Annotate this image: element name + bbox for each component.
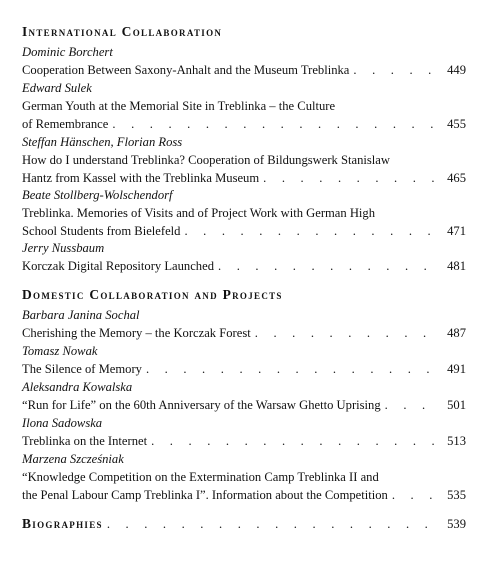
page-number: 535: [447, 488, 466, 502]
entry-title: of Remembrance: [22, 117, 109, 131]
section-heading-biographies: Biographies: [22, 516, 103, 531]
entry-title-line: Treblinka. Memories of Visits and of Project Work with German High: [22, 206, 376, 220]
entry-title: Korczak Digital Repository Launched: [22, 259, 214, 273]
entry-title: the Penal Labour Camp Treblinka I”. Information about the Competition: [22, 488, 388, 502]
entry-author: Barbara Janina Sochal: [22, 308, 140, 322]
page-number: 501: [447, 398, 466, 412]
entry-author: Tomasz Nowak: [22, 344, 98, 358]
dot-leader: [147, 432, 440, 450]
section-heading-domestic: Domestic Collaboration and Projects: [22, 287, 283, 302]
dot-leader: [214, 257, 440, 275]
entry-author: Jerry Nussbaum: [22, 241, 105, 255]
page-number: 471: [447, 224, 466, 238]
page-number: 465: [447, 171, 466, 185]
dot-leader: [142, 360, 440, 378]
dot-leader: [180, 222, 440, 240]
entry-title-line: “Knowledge Competition on the Extermination Camp Treblinka II and: [22, 470, 379, 484]
toc-entry[interactable]: [22, 151, 466, 187]
toc-entry[interactable]: [22, 396, 466, 414]
toc-entry[interactable]: [22, 432, 466, 450]
toc-entry[interactable]: [22, 204, 466, 240]
dot-leader: [259, 169, 440, 187]
entry-title-line: German Youth at the Memorial Site in Treblinka – the Culture: [22, 99, 336, 113]
entry-author: Ilona Sadowska: [22, 416, 103, 430]
entry-author: Edward Sulek: [22, 81, 92, 95]
entry-author: Beate Stollberg-Wolschendorf: [22, 188, 173, 202]
dot-leader: [103, 517, 440, 532]
section-heading-international: International Collaboration: [22, 24, 223, 39]
dot-leader: [388, 486, 440, 504]
toc-entry[interactable]: [22, 324, 466, 342]
dot-leader: [251, 324, 440, 342]
entry-title: The Silence of Memory: [22, 362, 142, 376]
entry-author: Marzena Szcześniak: [22, 452, 124, 466]
entry-title: Cherishing the Memory – the Korczak Forest: [22, 326, 251, 340]
page-number: 455: [447, 117, 466, 131]
entry-title: Hantz from Kassel with the Treblinka Museum: [22, 171, 260, 185]
page-number: 539: [447, 517, 466, 531]
toc-entry[interactable]: [22, 360, 466, 378]
entry-title-line: How do I understand Treblinka? Cooperation of Bildungswerk Stanislaw: [22, 153, 390, 167]
dot-leader: [108, 115, 440, 133]
entry-author: Steffan Hänschen, Florian Ross: [22, 135, 183, 149]
page-number: 481: [447, 259, 466, 273]
page-number: 491: [447, 362, 466, 376]
dot-leader: [349, 61, 440, 79]
toc-entry-biographies[interactable]: [22, 516, 466, 532]
dot-leader: [381, 396, 440, 414]
entry-title: “Run for Life” on the 60th Anniversary of the Warsaw Ghetto Uprising: [22, 398, 381, 412]
entry-title: Cooperation Between Saxony-Anhalt and the Museum Treblinka: [22, 63, 350, 77]
entry-author: Aleksandra Kowalska: [22, 380, 133, 394]
page-number: 449: [447, 63, 466, 77]
page-number: 487: [447, 326, 466, 340]
toc-entry[interactable]: [22, 61, 466, 79]
toc-entry[interactable]: [22, 468, 466, 504]
entry-author: Dominic Borchert: [22, 45, 113, 59]
toc-entry[interactable]: [22, 97, 466, 133]
toc-entry[interactable]: [22, 257, 466, 275]
entry-title: School Students from Bielefeld: [22, 224, 181, 238]
page-number: 513: [447, 434, 466, 448]
entry-title: Treblinka on the Internet: [22, 434, 148, 448]
